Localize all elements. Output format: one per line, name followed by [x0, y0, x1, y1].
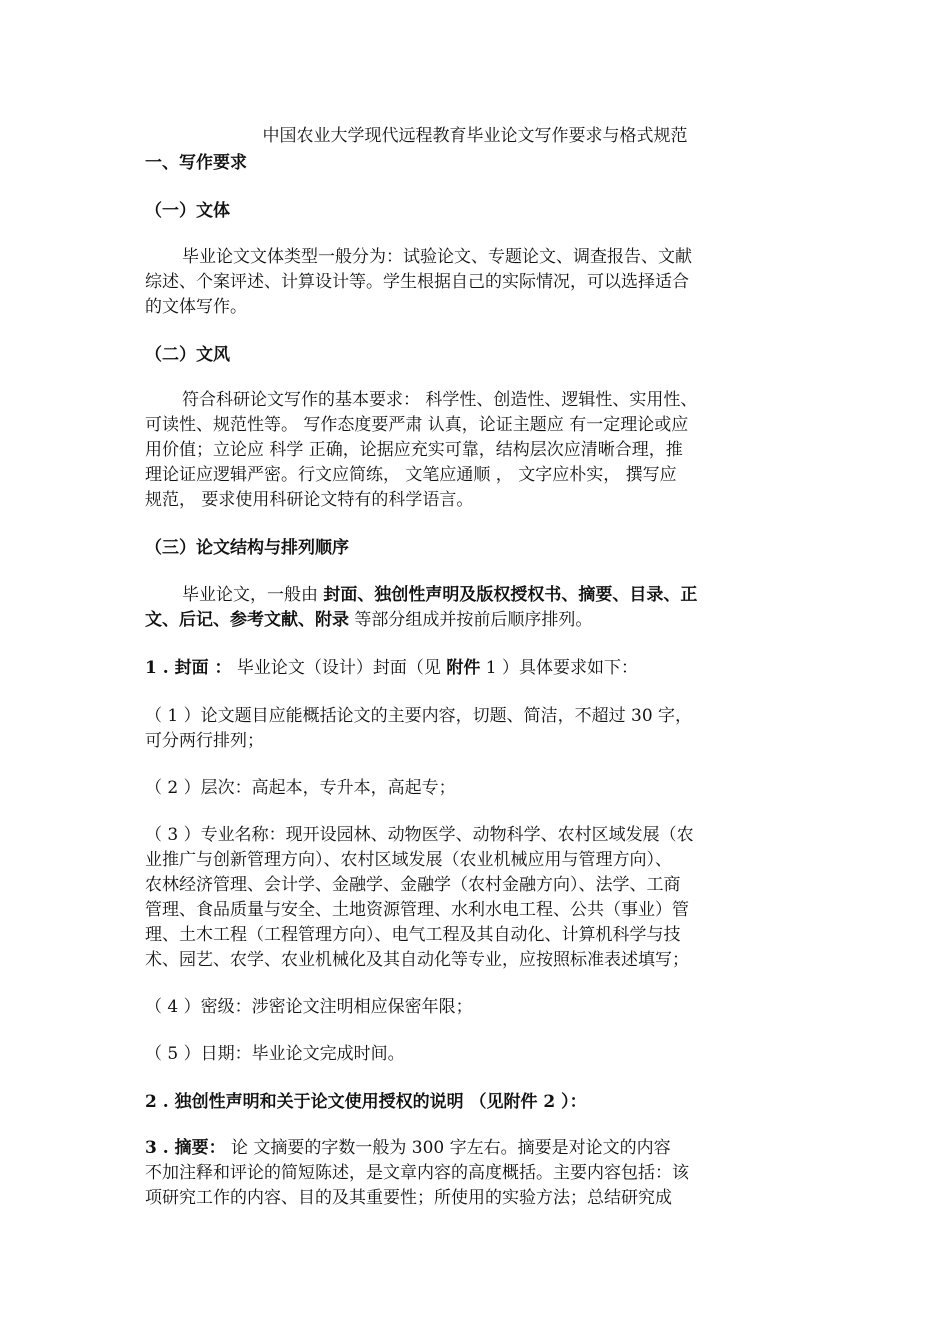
- cover-label: 1 . 封面 ：: [145, 658, 232, 678]
- paragraph-line: 理论证应逻辑严密。行文应简练， 文笔应通顺 ， 文字应朴实， 撰写应: [145, 465, 677, 485]
- list-item: 管理、食品质量与安全、土地资源管理、水利水电工程、公共（事业）管: [145, 900, 689, 920]
- list-item: （ 3 ）专业名称：现开设园林、动物医学、动物科学、农村区域发展（农: [145, 825, 694, 845]
- paragraph-line: 规范， 要求使用科研论文特有的科学语言。: [145, 490, 474, 510]
- paragraph-text: 等部分组成并按前后顺序排列。: [349, 610, 593, 630]
- list-item: 可分两行排列；: [145, 731, 264, 751]
- cover-text: 1 ）具体要求如下：: [480, 658, 638, 678]
- heading-writing-requirements: 一、写作要求: [145, 153, 247, 173]
- list-item: 术、园艺、农学、农业机械化及其自动化等专业，应按照标准表述填写；: [145, 950, 689, 970]
- paragraph-line: [145, 608, 592, 632]
- heading-style: （一）文体: [145, 201, 230, 221]
- list-item: 理、土木工程（工程管理方向）、电气工程及其自动化、计算机科学与技: [145, 925, 681, 945]
- abstract-line: [145, 1136, 671, 1160]
- paragraph-line: 符合科研论文写作的基本要求： 科学性、创造性、逻辑性、实用性、: [182, 390, 698, 410]
- heading-structure-order: （三）论文结构与排列顺序: [145, 538, 349, 558]
- paragraph-line: 的文体写作。: [145, 297, 247, 317]
- list-item: （ 2 ）层次：高起本，专升本，高起专；: [145, 778, 456, 798]
- paragraph-line: 不加注释和评论的简短陈述，是文章内容的高度概括。主要内容包括：该: [145, 1163, 689, 1183]
- cover-requirement-line: [145, 656, 638, 680]
- paragraph-bold-text: 文、后记、参考文献、附录: [145, 610, 349, 630]
- paragraph-line: 可读性、规范性等。 写作态度要严肃 认真，论证主题应 有一定理论或应: [145, 415, 689, 435]
- declaration-heading: 2 . 独创性声明和关于论文使用授权的说明 （见附件 2 ）：: [145, 1092, 587, 1112]
- paragraph-line: 毕业论文文体类型一般分为：试验论文、专题论文、调查报告、文献: [182, 247, 692, 267]
- cover-text: 毕业论文（设计）封面（见: [231, 658, 447, 678]
- heading-writing-tone: （二）文风: [145, 345, 230, 365]
- list-item: （ 5 ）日期：毕业论文完成时间。: [145, 1044, 405, 1064]
- list-item: 农林经济管理、会计学、金融学、金融学（农村金融方向）、法学、工商: [145, 875, 681, 895]
- paragraph-bold-text: 封面、独创性声明及版权授权书、摘要、目录、正: [323, 585, 698, 605]
- document-title: 中国农业大学现代远程教育毕业论文写作要求与格式规范: [262, 126, 688, 146]
- paragraph-line: 用价值；立论应 科学 正确，论据应充实可靠，结构层次应清晰合理，推: [145, 440, 683, 460]
- abstract-label: 3 . 摘要：: [145, 1138, 226, 1158]
- list-item: （ 4 ）密级：涉密论文注明相应保密年限；: [145, 997, 473, 1017]
- appendix-ref: 附件: [446, 658, 481, 678]
- paragraph-line: 项研究工作的内容、目的及其重要性；所使用的实验方法；总结研究成: [145, 1188, 672, 1208]
- list-item: 业推广与创新管理方向）、农村区域发展（农业机械应用与管理方向）、: [145, 850, 672, 870]
- paragraph-line: 综述、个案评述、计算设计等。学生根据自己的实际情况，可以选择适合: [145, 272, 689, 292]
- paragraph-text: 毕业论文，一般由: [182, 585, 324, 605]
- list-item: （ 1 ）论文题目应能概括论文的主要内容，切题、简洁，不超过 30 字，: [145, 706, 693, 726]
- abstract-text: 论 文摘要的字数一般为 300 字左右。摘要是对论文的内容: [225, 1138, 671, 1158]
- paragraph-line: [182, 583, 697, 607]
